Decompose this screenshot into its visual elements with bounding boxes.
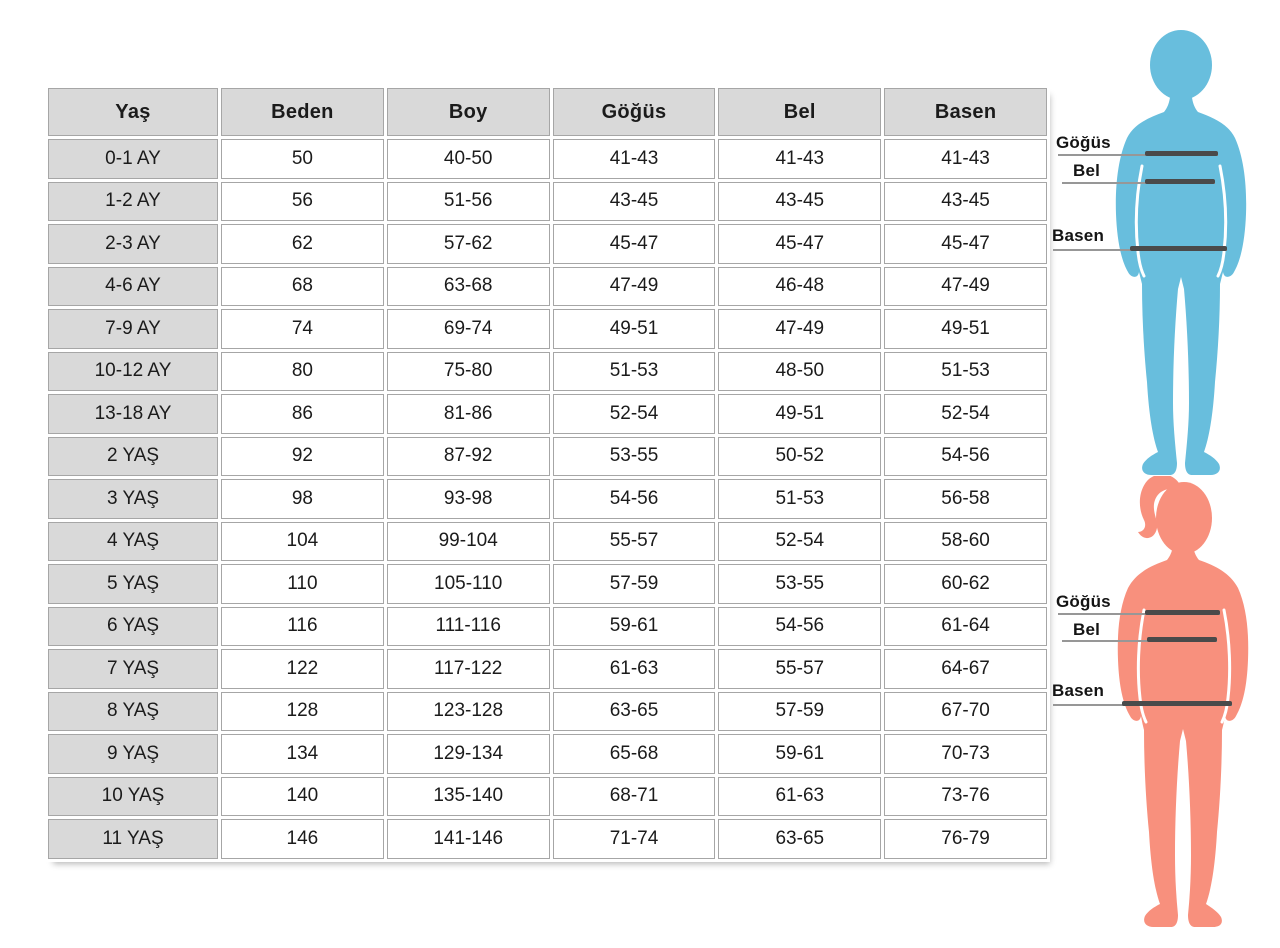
row-header-cell: 11 YAŞ (48, 819, 218, 859)
table-cell: 52-54 (718, 522, 881, 562)
header-row (48, 88, 1047, 136)
boy-waist-label: Bel (1073, 161, 1101, 180)
girl-hip-measure-bar (1122, 701, 1232, 706)
table-row (48, 734, 1047, 774)
table-cell: 54-56 (884, 437, 1047, 477)
table-row (48, 309, 1047, 349)
boy-waist-measure-bar (1145, 179, 1215, 184)
boy-hip-measure-bar (1130, 246, 1227, 251)
table-cell: 51-56 (387, 182, 550, 222)
row-header-cell: 8 YAŞ (48, 692, 218, 732)
table-cell: 63-68 (387, 267, 550, 307)
boy-chest-measure-bar (1145, 151, 1218, 156)
table-row (48, 522, 1047, 562)
table-cell: 49-51 (553, 309, 716, 349)
table-cell: 41-43 (884, 139, 1047, 179)
table-cell: 146 (221, 819, 384, 859)
boy-silhouette (1096, 26, 1264, 478)
table-cell: 123-128 (387, 692, 550, 732)
table-cell: 71-74 (553, 819, 716, 859)
table-cell: 81-86 (387, 394, 550, 434)
table-cell: 57-59 (718, 692, 881, 732)
table-header (48, 88, 1047, 136)
table-row (48, 819, 1047, 859)
table-cell: 141-146 (387, 819, 550, 859)
table-cell: 45-47 (884, 224, 1047, 264)
table-cell: 43-45 (884, 182, 1047, 222)
girl-silhouette (1096, 476, 1268, 938)
table-cell: 61-63 (553, 649, 716, 689)
table-cell: 45-47 (553, 224, 716, 264)
table-cell: 92 (221, 437, 384, 477)
table-cell: 140 (221, 777, 384, 817)
row-header-cell: 3 YAŞ (48, 479, 218, 519)
table-cell: 98 (221, 479, 384, 519)
row-header-cell: 13-18 AY (48, 394, 218, 434)
table-cell: 49-51 (884, 309, 1047, 349)
table-cell: 60-62 (884, 564, 1047, 604)
table-cell: 70-73 (884, 734, 1047, 774)
table-cell: 54-56 (553, 479, 716, 519)
column-header: Basen (884, 88, 1047, 136)
table-cell: 46-48 (718, 267, 881, 307)
girl-body (1118, 532, 1248, 927)
table-row (48, 777, 1047, 817)
table-cell: 41-43 (553, 139, 716, 179)
table-cell: 58-60 (884, 522, 1047, 562)
table-cell: 61-63 (718, 777, 881, 817)
table-cell: 135-140 (387, 777, 550, 817)
table-cell: 68-71 (553, 777, 716, 817)
table-cell: 111-116 (387, 607, 550, 647)
table-cell: 74 (221, 309, 384, 349)
table-cell: 43-45 (553, 182, 716, 222)
column-header: Beden (221, 88, 384, 136)
table-cell: 64-67 (884, 649, 1047, 689)
table-row (48, 692, 1047, 732)
table-cell: 80 (221, 352, 384, 392)
table-cell: 41-43 (718, 139, 881, 179)
table-row (48, 607, 1047, 647)
girl-waist-label: Bel (1073, 620, 1101, 639)
column-header: Bel (718, 88, 881, 136)
table-row (48, 479, 1047, 519)
table-cell: 47-49 (718, 309, 881, 349)
table-cell: 117-122 (387, 649, 550, 689)
column-header: Göğüs (553, 88, 716, 136)
table-row (48, 649, 1047, 689)
table-cell: 73-76 (884, 777, 1047, 817)
table-cell: 54-56 (718, 607, 881, 647)
table-cell: 57-62 (387, 224, 550, 264)
table-cell: 57-59 (553, 564, 716, 604)
girl-hip-label: Basen (1052, 681, 1105, 700)
row-header-cell: 0-1 AY (48, 139, 218, 179)
row-header-cell: 7-9 AY (48, 309, 218, 349)
table-cell: 69-74 (387, 309, 550, 349)
table-cell: 93-98 (387, 479, 550, 519)
table-cell: 56-58 (884, 479, 1047, 519)
table-cell: 55-57 (553, 522, 716, 562)
table-cell: 116 (221, 607, 384, 647)
table-cell: 52-54 (553, 394, 716, 434)
table-cell: 47-49 (553, 267, 716, 307)
table-cell: 49-51 (718, 394, 881, 434)
table-cell: 47-49 (884, 267, 1047, 307)
table-body (48, 139, 1047, 859)
table-cell: 53-55 (718, 564, 881, 604)
row-header-cell: 2 YAŞ (48, 437, 218, 477)
table-cell: 68 (221, 267, 384, 307)
table-row (48, 564, 1047, 604)
table-cell: 52-54 (884, 394, 1047, 434)
table-row (48, 394, 1047, 434)
table-cell: 63-65 (553, 692, 716, 732)
table-cell: 65-68 (553, 734, 716, 774)
boy-chest-label: Göğüs (1056, 133, 1111, 152)
table-row (48, 437, 1047, 477)
table-row (48, 182, 1047, 222)
table-cell: 48-50 (718, 352, 881, 392)
row-header-cell: 5 YAŞ (48, 564, 218, 604)
table-cell: 53-55 (553, 437, 716, 477)
table-cell: 51-53 (553, 352, 716, 392)
girl-chest-label: Göğüs (1056, 592, 1111, 611)
table-cell: 75-80 (387, 352, 550, 392)
row-header-cell: 4 YAŞ (48, 522, 218, 562)
table-cell: 105-110 (387, 564, 550, 604)
table-cell: 61-64 (884, 607, 1047, 647)
girl-waist-measure-bar (1147, 637, 1217, 642)
row-header-cell: 7 YAŞ (48, 649, 218, 689)
row-header-cell: 10 YAŞ (48, 777, 218, 817)
table-cell: 45-47 (718, 224, 881, 264)
table-cell: 87-92 (387, 437, 550, 477)
table-row (48, 352, 1047, 392)
table-cell: 50 (221, 139, 384, 179)
table-cell: 76-79 (884, 819, 1047, 859)
table-cell: 56 (221, 182, 384, 222)
table-cell: 59-61 (718, 734, 881, 774)
boy-body (1116, 82, 1246, 475)
table-cell: 55-57 (718, 649, 881, 689)
table-cell: 122 (221, 649, 384, 689)
table-cell: 99-104 (387, 522, 550, 562)
table-cell: 104 (221, 522, 384, 562)
table-cell: 128 (221, 692, 384, 732)
size-table (45, 85, 1050, 862)
column-header: Boy (387, 88, 550, 136)
table-cell: 129-134 (387, 734, 550, 774)
table-cell: 40-50 (387, 139, 550, 179)
table-row (48, 267, 1047, 307)
row-header-cell: 2-3 AY (48, 224, 218, 264)
row-header-cell: 6 YAŞ (48, 607, 218, 647)
table-cell: 50-52 (718, 437, 881, 477)
table-cell: 63-65 (718, 819, 881, 859)
table-cell: 51-53 (718, 479, 881, 519)
row-header-cell: 10-12 AY (48, 352, 218, 392)
table-row (48, 224, 1047, 264)
table-cell: 110 (221, 564, 384, 604)
table-cell: 134 (221, 734, 384, 774)
row-header-cell: 4-6 AY (48, 267, 218, 307)
table-cell: 86 (221, 394, 384, 434)
boy-hip-label: Basen (1052, 226, 1105, 245)
girl-chest-measure-bar (1145, 610, 1220, 615)
table-cell: 43-45 (718, 182, 881, 222)
table-cell: 62 (221, 224, 384, 264)
row-header-cell: 1-2 AY (48, 182, 218, 222)
table-cell: 59-61 (553, 607, 716, 647)
row-header-cell: 9 YAŞ (48, 734, 218, 774)
table-row (48, 139, 1047, 179)
table-cell: 51-53 (884, 352, 1047, 392)
table-cell: 67-70 (884, 692, 1047, 732)
column-header: Yaş (48, 88, 218, 136)
